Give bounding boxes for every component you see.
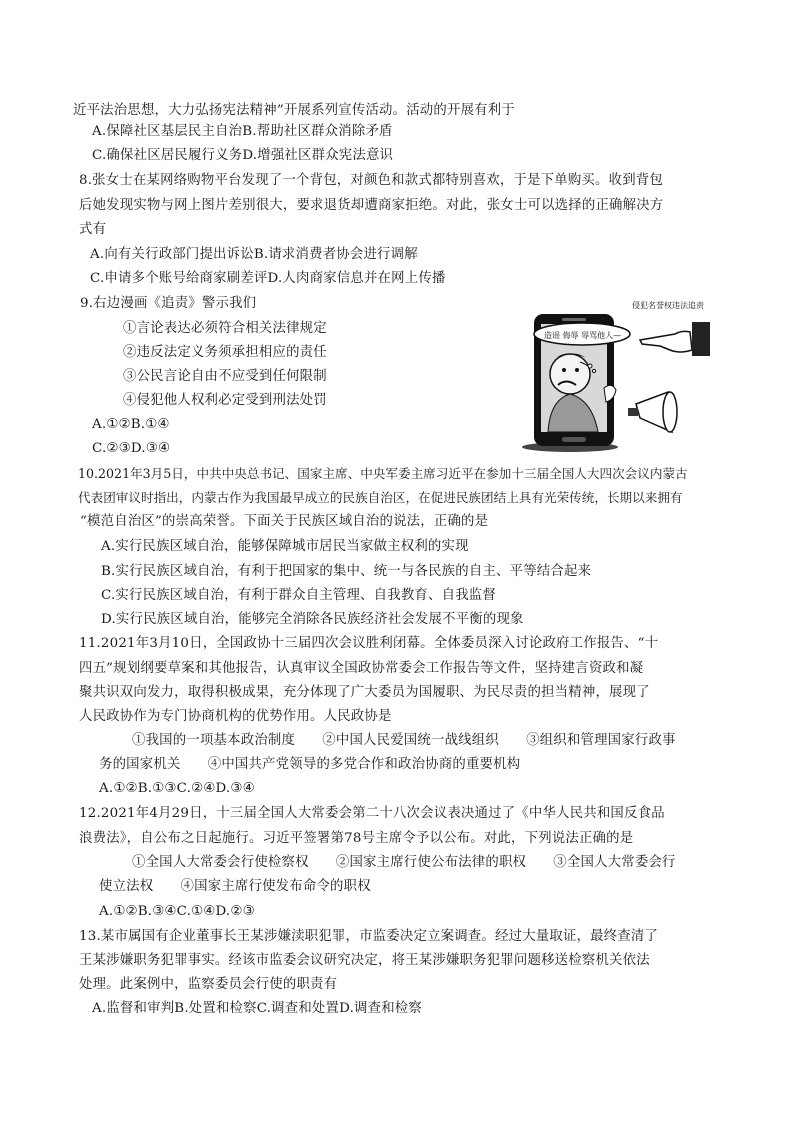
q11-statements-line-2: 务的国家机关 ④中国共产党领导的多党合作和政治协商的重要机构	[99, 757, 521, 772]
q10-option-b: B.实行民族区域自治，有利于把国家的集中、统一与各民族的自主、平等结合起来	[101, 564, 592, 579]
q9-statement-1: ①言论表达必须符合相关法律规定	[123, 321, 327, 336]
q10-option-a: A.实行民族区域自治，能够保障城市居民当家做主权利的实现	[101, 539, 469, 554]
q10-option-c: C.实行民族区域自治，有利于群众自主管理、自我教育、自我监督	[101, 588, 496, 603]
q10-option-d: D.实行民族区域自治，能够完全消除各民族经济社会发展不平衡的现象	[101, 612, 524, 627]
q12-statements-line-1: ①全国人大常委会行使检察权 ②国家主席行使公布法律的职权 ③全国人大常委会行	[132, 855, 676, 870]
q9-statement-2: ②违反法定义务须承担相应的责任	[123, 345, 327, 360]
q8-option-ab: A.向有关行政部门提出诉讼B.请求消费者协会进行调解	[90, 247, 418, 262]
q11-stem-line-3: 聚共识双向发力，取得积极成果，充分体现了广大委员为国履职、为民尽责的担当精神，展现了	[79, 685, 650, 700]
q13-options: A.监督和审判B.处置和检察C.调查和处置D.调查和检察	[92, 1001, 422, 1016]
q11-stem-line-4: 人民政协作为专门协商机构的优势作用。人民政协是	[79, 709, 392, 724]
q12-statements-line-2: 使立法权 ④国家主席行使发布命令的职权	[99, 879, 371, 894]
q8-stem-line-3: 式有	[79, 222, 107, 237]
q9-option-cd: C.②③D.③④	[92, 441, 171, 456]
q12-stem-line-2: 浪费法》，自公布之日起施行。习近平签署第78号主席令予以公布。对此，下列说法正确的是	[79, 831, 634, 846]
q11-stem-line-2: 四五”规划纲要草案和其他报告，认真审议全国政协常委会工作报告等文件，坚持建言资政和凝	[79, 661, 644, 676]
cartoon-phone-accuser-icon	[520, 292, 720, 454]
q13-stem-line-2: 王某涉嫌职务犯罪事实。经该市监委会议研究决定，将王某涉嫌职务犯罪问题移送检察机关依法	[79, 953, 650, 968]
q11-options: A.①②B.①③C.②④D.③④	[99, 781, 255, 796]
q7-stem-tail: 近平法治思想，大力弘扬宪法精神”开展系列宣传活动。活动的开展有利于	[73, 103, 515, 118]
cartoon-illustration	[520, 292, 720, 454]
q8-option-cd: C.申请多个账号给商家刷差评D.人肉商家信息并在网上传播	[90, 271, 446, 286]
svg-text:侵犯名誉权违法追责: 侵犯名誉权违法追责	[632, 301, 704, 310]
q13-stem-line-3: 处理。此案例中，监察委员会行使的职责有	[79, 977, 338, 992]
q9-stem: 9.右边漫画《追责》警示我们	[80, 296, 257, 311]
q7-option-ab: A.保障社区基层民主自治B.帮助社区群众消除矛盾	[92, 124, 393, 139]
q11-stem-line-1: 11.2021年3月10日，全国政协十三届四次会议胜利闭幕。全体委员深入讨论政府工作报告、“十	[79, 636, 659, 651]
q10-stem-line-1: 10.2021年3月5日，中共中央总书记、国家主席、中央军委主席习近平在参加十三届全国人大四次会议内蒙古	[78, 466, 688, 481]
q7-option-cd: C.确保社区居民履行义务D.增强社区群众宪法意识	[92, 148, 394, 163]
svg-text:造谣 侮辱 辱骂他人—: 造谣 侮辱 辱骂他人—	[544, 331, 622, 340]
q10-stem-line-3: “模范自治区”的崇高荣誉。下面关于民族区域自治的说法，正确的是	[80, 514, 489, 529]
q9-statement-3: ③公民言论自由不应受到任何限制	[123, 369, 327, 384]
q9-statement-4: ④侵犯他人权利必定受到刑法处罚	[123, 393, 327, 408]
q13-stem-line-1: 13.某市属国有企业董事长王某涉嫌渎职犯罪，市监委决定立案调查。经过大量取证，最终查清了	[79, 929, 659, 944]
q8-stem-line-1: 8.张女士在某网络购物平台发现了一个背包，对颜色和款式都特别喜欢，于是下单购买。收到背包	[79, 173, 663, 188]
q12-options: A.①②B.③④C.①④D.②③	[99, 904, 255, 919]
q12-stem-line-1: 12.2021年4月29日，十三届全国人大常委会第二十八次会议表决通过了《中华人民共和国反食品	[79, 806, 665, 821]
q11-statements-line-1: ①我国的一项基本政治制度 ②中国人民爱国统一战线组织 ③组织和管理国家行政事	[132, 733, 676, 748]
q8-stem-line-2: 后她发现实物与网上图片差别很大，要求退货却遭商家拒绝。对此，张女士可以选择的正确解决方	[79, 198, 664, 213]
q10-stem-line-2: 代表团审议时指出，内蒙古作为我国最早成立的民族自治区，在促进民族团结上具有光荣传统，长期以来拥有	[78, 490, 683, 505]
q9-option-ab: A.①②B.①④	[92, 417, 170, 432]
